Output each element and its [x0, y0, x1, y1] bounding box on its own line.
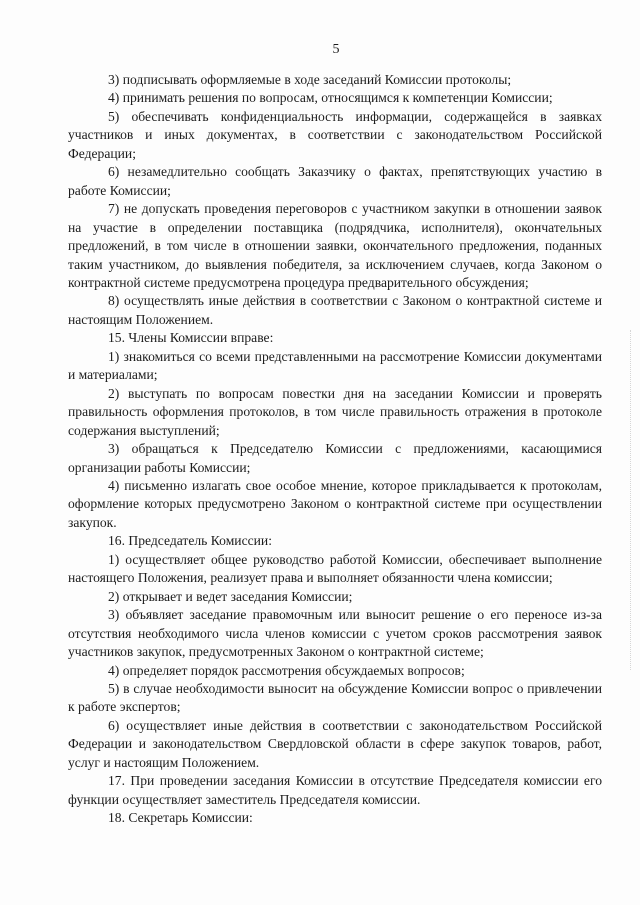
paragraph: 4) письменно излагать свое особое мнение, которое прикладывается к протоколам, оформление которых предусмотрено Законом о контрактной системе при осуществлении закупок.	[68, 477, 602, 530]
document-body	[68, 71, 602, 828]
paragraph: 3) обращаться к Председателю Комиссии с предложениями, касающимися организации работы Комиссии;	[68, 441, 602, 475]
paragraph: 2) открывает и ведет заседания Комиссии;	[108, 588, 353, 604]
section-heading: 16. Председатель Комиссии:	[108, 533, 272, 549]
paragraph: 7) не допускать проведения переговоров с участником закупки в отношении заявок на участие в определении поставщика (подрядчика, исполнителя), окончательных предложений, в том числе в отношении заявки, окончательного предложения, поданных таким участником, до выявления победителя, за исключением случаев, когда Законом о контрактной системе предусмотрена процедура предварительного обсуждения;	[68, 201, 602, 290]
paragraph: 4) принимать решения по вопросам, относящимся к компетенции Комиссии;	[108, 90, 553, 106]
section-heading: 15. Члены Комиссии вправе:	[108, 330, 274, 346]
paragraph: 3) подписывать оформляемые в ходе заседаний Комиссии протоколы;	[108, 72, 512, 87]
scan-artifact-line	[630, 330, 632, 670]
paragraph: 5) в случае необходимости выносит на обсуждение Комиссии вопрос о привлечении к работе экспертов;	[68, 680, 602, 715]
paragraph: 2) выступать по вопросам повестки дня на заседании Комиссии и проверять правильность оформления протоколов, в том числе правильность отражения в протоколе содержания выступлений;	[68, 385, 602, 438]
paragraph: 1) осуществляет общее руководство работой Комиссии, обеспечивает выполнение настоящего Положения, реализует права и выполняет обязанности члена комиссии;	[68, 551, 602, 586]
paragraph: 17. При проведении заседания Комиссии в отсутствие Председателя комиссии его функции осуществляет заместитель Председателя комиссии.	[68, 773, 602, 807]
paragraph: 6) незамедлительно сообщать Заказчику о фактах, препятствующих участию в работе Комиссии;	[68, 164, 602, 198]
section-heading: 18. Секретарь Комиссии:	[108, 810, 253, 826]
paragraph: 5) обеспечивать конфиденциальность информации, содержащейся в заявках участников и иных документах, в соответствии с законодательством Российской Федерации;	[68, 108, 602, 161]
paragraph: 4) определяет порядок рассмотрения обсуждаемых вопросов;	[108, 662, 465, 678]
paragraph: 1) знакомиться со всеми представленными на рассмотрение Комиссии документами и материалами;	[68, 348, 602, 383]
paragraph: 8) осуществлять иные действия в соответствии с Законом о контрактной системе и настоящим Положением.	[68, 293, 602, 327]
paragraph: 6) осуществляет иные действия в соответствии с законодательством Российской Федерации и законодательством Свердловской области в сфере закупок товаров, работ, услуг и настоящим Положением.	[68, 717, 602, 770]
page-number: 5	[332, 42, 340, 57]
paragraph: 3) объявляет заседание правомочным или выносит решение о его переносе из-за отсутствия необходимого числа членов комиссии с учетом сроков рассмотрения заявок участников закупок, предусмотренных Законом о контрактной системе;	[68, 607, 602, 660]
